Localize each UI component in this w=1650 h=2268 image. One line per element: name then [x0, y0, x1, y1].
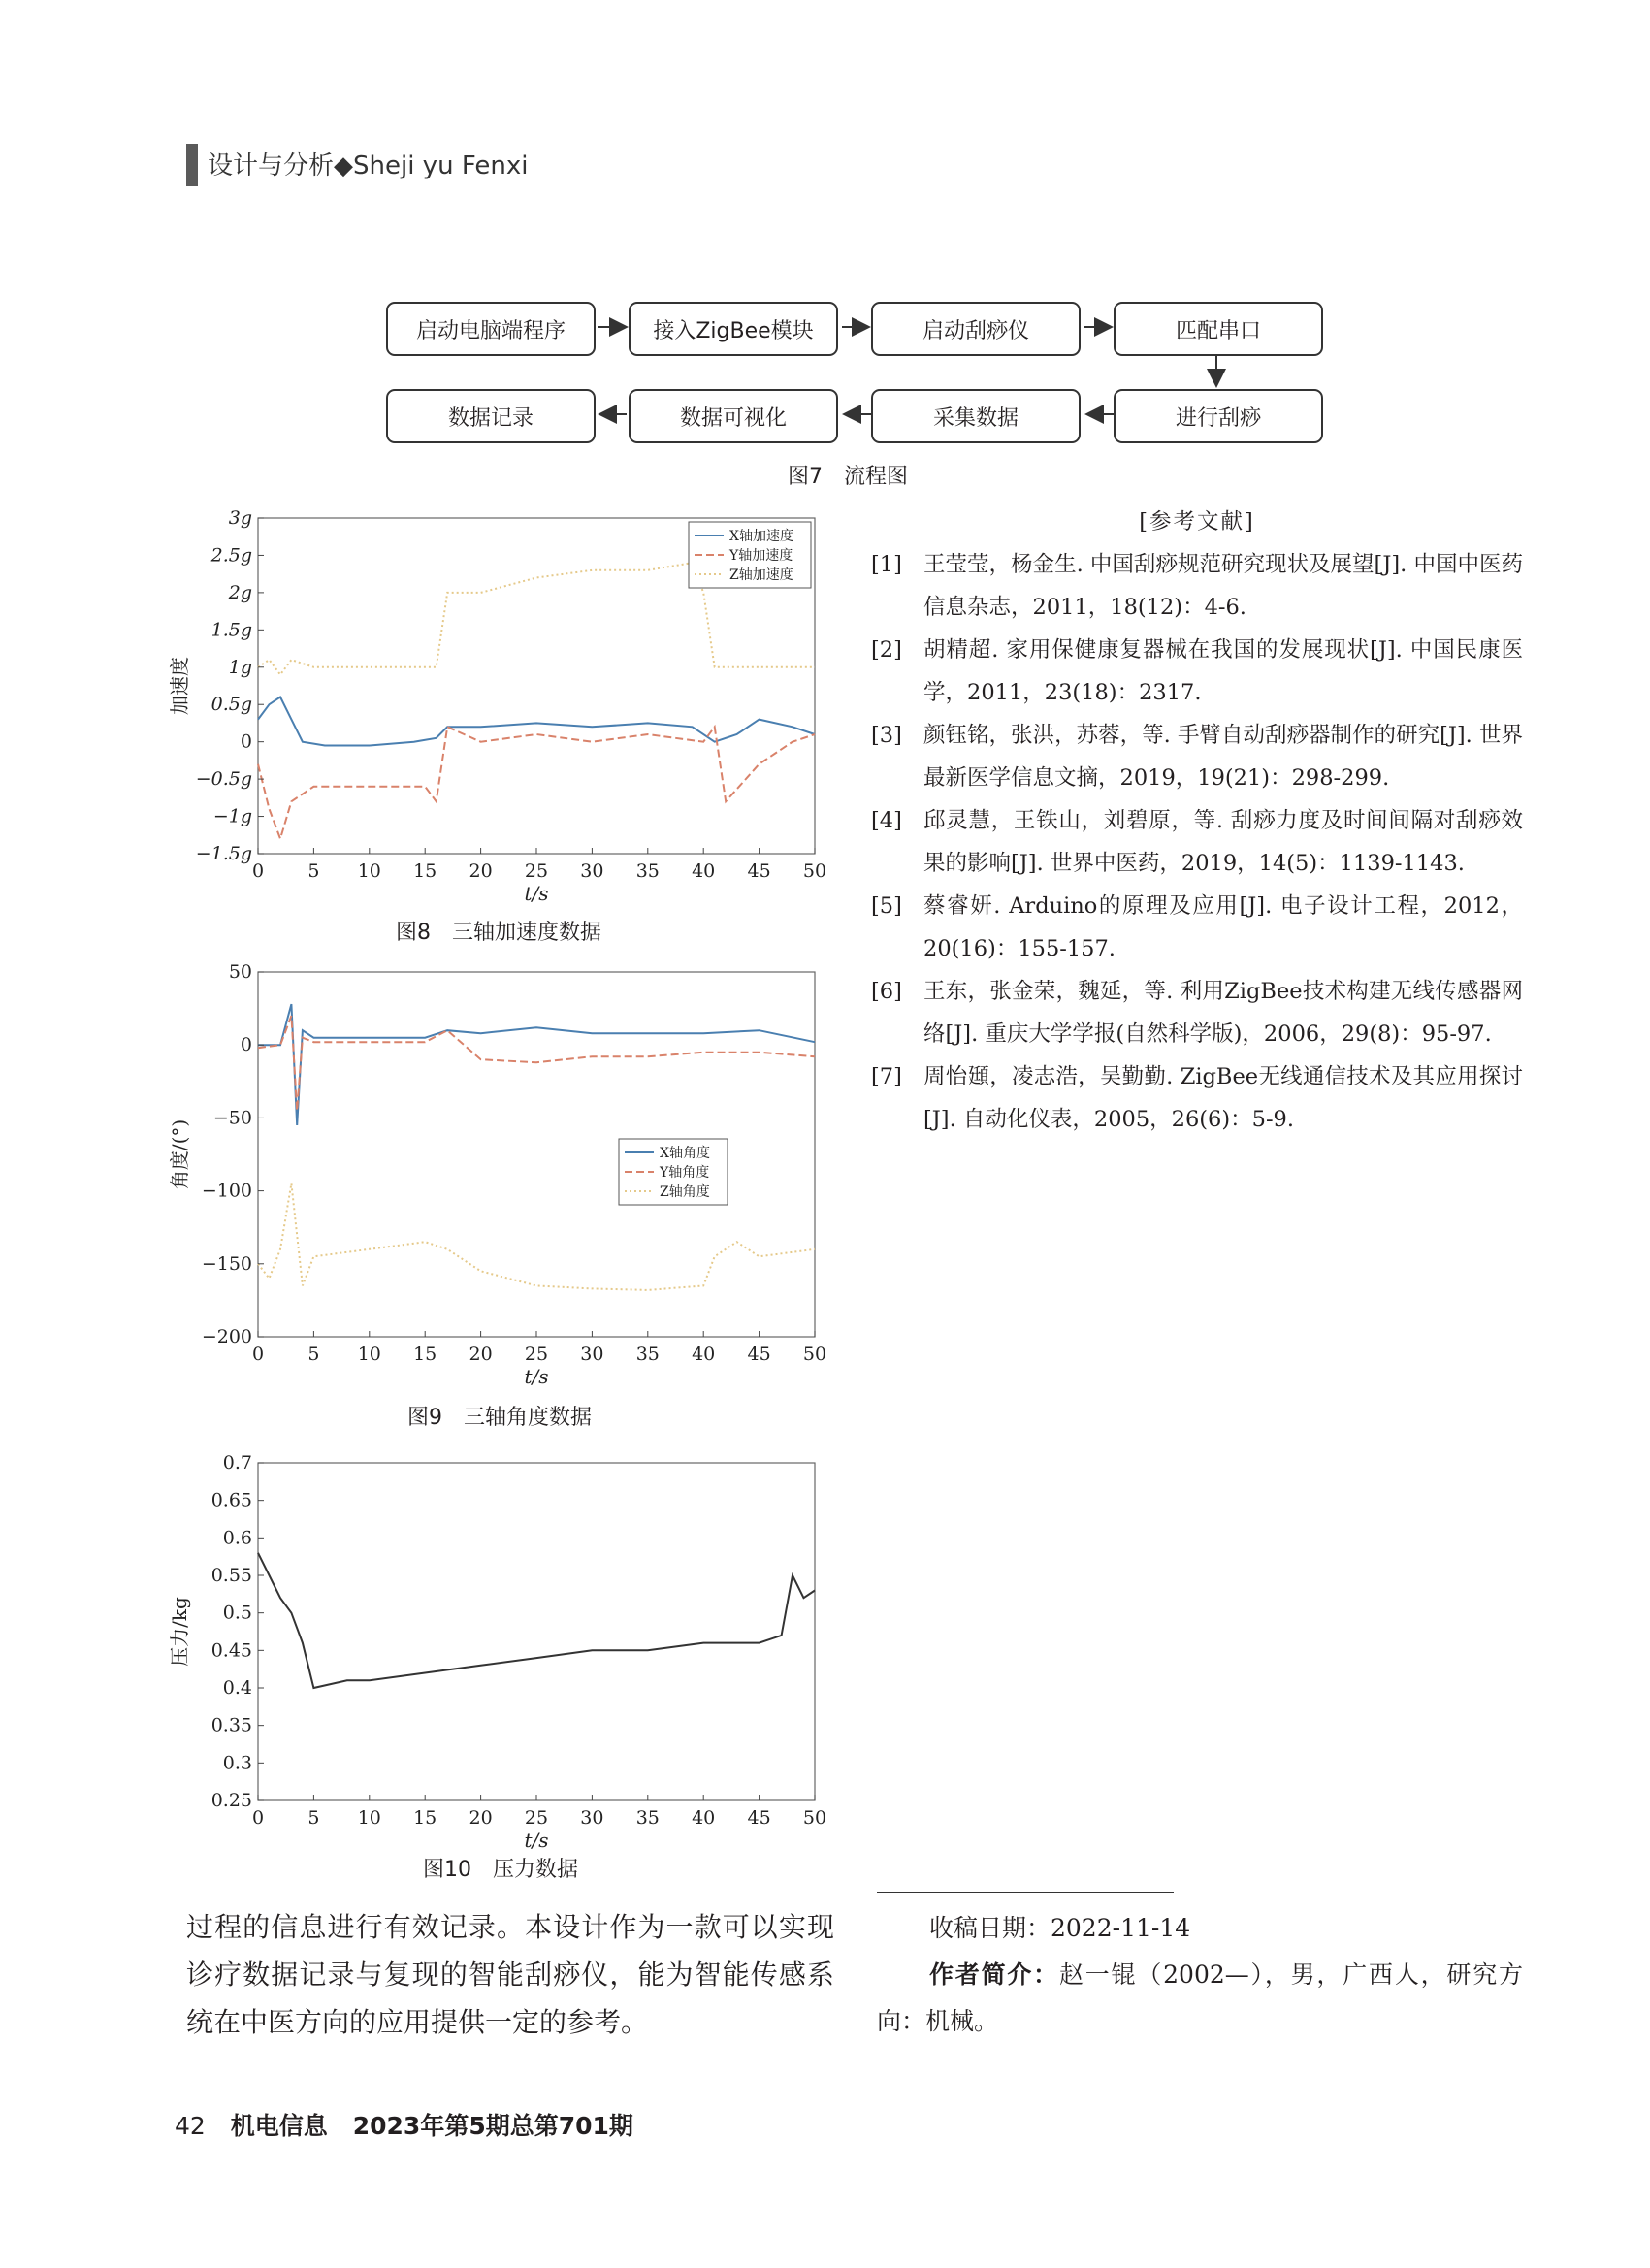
fig9-caption: 图9 三轴角度数据: [407, 1406, 592, 1430]
x-tick-label: 0: [251, 1344, 265, 1365]
x-tick-label: 40: [692, 1344, 716, 1365]
legend-label: Y轴角度: [660, 1165, 710, 1181]
x-tick-label: 35: [635, 1344, 660, 1365]
x-tick-label: 35: [635, 1807, 660, 1829]
reference-item: [871, 1055, 1523, 1141]
legend-label: X轴加速度: [729, 529, 793, 544]
y-tick-label: 0: [240, 1034, 252, 1056]
legend-label: X轴角度: [660, 1146, 710, 1161]
x-tick-label: 30: [580, 1344, 604, 1365]
y-axis-label: 加速度: [168, 657, 191, 715]
issue-info: 2023年第5期总第701期: [352, 2112, 633, 2140]
reference-number: [6]: [871, 979, 902, 1004]
y-tick-label: 0.35: [210, 1714, 252, 1736]
reference-number: [1]: [871, 552, 902, 577]
x-tick-label: 50: [802, 1807, 827, 1829]
flow-step-visualize: 数据可视化: [629, 389, 838, 443]
reference-item: [871, 543, 1523, 629]
y-tick-label: 0.7: [222, 1452, 252, 1474]
journal-name: 机电信息: [230, 2112, 328, 2140]
divider: [877, 1892, 1174, 1893]
pressure-chart: [165, 1451, 834, 1861]
x-tick-label: 40: [692, 1807, 716, 1829]
x-axis-label: t/s: [524, 1829, 549, 1852]
x-tick-label: 15: [413, 1807, 437, 1829]
y-tick-label: 0.25: [210, 1790, 252, 1811]
x-tick-label: 25: [524, 1807, 549, 1829]
page-footer: [175, 2107, 633, 2142]
y-tick-label: 0.6: [222, 1527, 252, 1549]
x-tick-label: 5: [307, 860, 320, 882]
reference-item: [871, 970, 1523, 1055]
fig10-caption: 图10 压力数据: [423, 1858, 578, 1882]
y-tick-label: 0.4: [222, 1677, 252, 1699]
flow-step-collect: 采集数据: [871, 389, 1081, 443]
y-tick-label: 1g: [228, 656, 252, 678]
fig7-caption: 图7 流程图: [788, 465, 908, 489]
y-tick-label: 0.55: [210, 1565, 252, 1586]
x-tick-label: 0: [251, 1807, 265, 1829]
y-tick-label: 0.65: [210, 1489, 252, 1511]
x-tick-label: 10: [357, 1807, 381, 1829]
reference-item: [871, 629, 1523, 714]
legend-label: Z轴角度: [660, 1184, 710, 1200]
reference-number: [5]: [871, 893, 902, 919]
x-tick-label: 20: [469, 860, 493, 882]
y-tick-label: 1.5g: [210, 619, 252, 641]
fig8-caption: 图8 三轴加速度数据: [396, 921, 601, 945]
y-tick-label: −100: [201, 1180, 252, 1202]
x-tick-label: 45: [747, 860, 771, 882]
y-tick-label: 50: [228, 961, 252, 983]
y-tick-label: −0.5g: [195, 768, 252, 791]
y-tick-label: 0: [240, 730, 252, 753]
reference-text: 蔡睿妍. Arduino的原理及应用[J]. 电子设计工程，2012，20(16)：155-157.: [923, 893, 1523, 961]
x-tick-label: 30: [580, 1807, 604, 1829]
y-tick-label: 0.5g: [210, 694, 252, 716]
x-tick-label: 40: [692, 860, 716, 882]
x-tick-label: 5: [307, 1344, 320, 1365]
header-bar: [186, 144, 198, 186]
x-tick-label: 20: [469, 1344, 493, 1365]
body-paragraph: 过程的信息进行有效记录。本设计作为一款可以实现诊疗数据记录与复现的智能刮痧仪，能为智能传感系统在中医方向的应用提供一定的参考。: [186, 1911, 834, 2038]
y-tick-label: 2g: [228, 581, 252, 603]
y-tick-label: −200: [201, 1326, 252, 1347]
x-axis-label: t/s: [524, 882, 549, 905]
flow-step-match-port: 匹配串口: [1114, 302, 1323, 356]
reference-number: [4]: [871, 808, 902, 833]
reference-text: 王东，张金荣，魏延，等. 利用ZigBee技术构建无线传感器网络[J]. 重庆大学学报(自然科学版)，2006，29(8)：95-97.: [923, 979, 1523, 1047]
reference-text: 邱灵慧，王铁山，刘碧原，等. 刮痧力度及时间间隔对刮痧效果的影响[J]. 世界中医药，2019，14(5)：1139-1143.: [923, 808, 1523, 876]
flow-step-start-program: 启动电脑端程序: [386, 302, 596, 356]
x-tick-label: 25: [524, 860, 549, 882]
x-tick-label: 5: [307, 1807, 320, 1829]
reference-text: 王莹莹，杨金生. 中国刮痧规范研究现状及展望[J]. 中国中医药信息杂志，2011，18(12)：4-6.: [923, 552, 1523, 620]
x-tick-label: 15: [413, 1344, 437, 1365]
acceleration-chart: [165, 504, 834, 912]
y-tick-label: −1g: [212, 805, 252, 827]
x-axis-label: t/s: [524, 1365, 549, 1387]
reference-number: [3]: [871, 723, 902, 748]
x-tick-label: 10: [357, 1344, 381, 1365]
received-date: 收稿日期：2022-11-14: [929, 1914, 1191, 1942]
flow-step-scraping: 进行刮痧: [1114, 389, 1323, 443]
x-tick-label: 20: [469, 1807, 493, 1829]
plot-area: [258, 1463, 815, 1800]
flow-step-record: 数据记录: [386, 389, 596, 443]
x-tick-label: 30: [580, 860, 604, 882]
y-tick-label: 3g: [228, 507, 252, 529]
legend-label: Y轴加速度: [729, 548, 793, 564]
author-text: 赵一锟（2002—），男，广西人，研究方向：机械。: [877, 1960, 1523, 2035]
x-tick-label: 45: [747, 1344, 771, 1365]
x-tick-label: 25: [524, 1344, 549, 1365]
references-title: [参考文献]: [1139, 509, 1255, 535]
reference-number: [7]: [871, 1064, 902, 1089]
y-tick-label: −150: [201, 1252, 252, 1275]
reference-text: 颜钰铭，张洪，苏蓉，等. 手臂自动刮痧器制作的研究[J]. 世界最新医学信息文摘，2019，19(21)：298-299.: [923, 723, 1523, 791]
legend-label: Z轴加速度: [729, 567, 793, 583]
x-tick-label: 10: [357, 860, 381, 882]
y-tick-label: −50: [212, 1107, 252, 1129]
x-tick-label: 35: [635, 860, 660, 882]
references: [871, 501, 1523, 1141]
page-number: 42: [175, 2112, 206, 2140]
section-header: 设计与分析◆Sheji yu Fenxi: [208, 151, 529, 180]
y-axis-label: 压力/kg: [168, 1597, 191, 1667]
reference-text: 胡精超. 家用保健康复器械在我国的发展现状[J]. 中国民康医学，2011，23(18)：2317.: [923, 637, 1523, 705]
x-tick-label: 0: [251, 860, 265, 882]
angle-chart: [165, 960, 834, 1387]
y-tick-label: 0.45: [210, 1639, 252, 1662]
x-tick-label: 15: [413, 860, 437, 882]
reference-item: [871, 714, 1523, 799]
author-label: 作者简介：: [929, 1960, 1059, 1989]
y-tick-label: 2.5g: [210, 544, 252, 567]
author-bio: [877, 1952, 1523, 2045]
reference-number: [2]: [871, 637, 902, 663]
flow-step-zigbee: 接入ZigBee模块: [629, 302, 838, 356]
reference-text: 周怡頲，凌志浩，吴勤勤. ZigBee无线通信技术及其应用探讨[J]. 自动化仪表，2005，26(6)：5-9.: [923, 1064, 1523, 1132]
y-tick-label: 0.5: [222, 1602, 252, 1624]
x-tick-label: 50: [802, 860, 827, 882]
x-tick-label: 50: [802, 1344, 827, 1365]
y-tick-label: −1.5g: [195, 843, 252, 864]
y-axis-label: 角度/(°): [168, 1118, 191, 1190]
y-tick-label: 0.3: [222, 1752, 252, 1774]
reference-item: [871, 799, 1523, 885]
flow-step-start-device: 启动刮痧仪: [871, 302, 1081, 356]
reference-item: [871, 885, 1523, 970]
x-tick-label: 45: [747, 1807, 771, 1829]
